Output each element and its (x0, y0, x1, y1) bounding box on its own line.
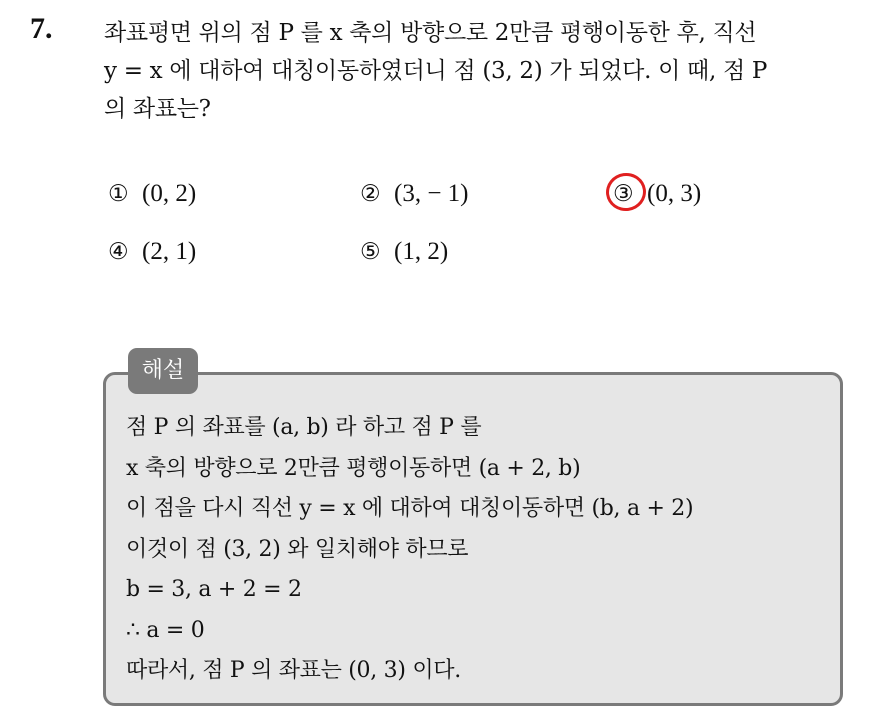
choice-5[interactable] (360, 238, 448, 266)
solution-tag: 해설 (128, 348, 198, 394)
choice-2[interactable] (360, 180, 469, 208)
choice-value: (1, 2) (394, 238, 449, 265)
solution-line: ∴ a = 0 (126, 617, 205, 643)
solution-line: 따라서, 점 P 의 좌표는 (0, 3) 이다. (126, 658, 461, 683)
solution-line: b = 3, a + 2 = 2 (126, 577, 302, 602)
question-line: 좌표평면 위의 점 P 를 x 축의 방향으로 2만큼 평행이동한 후, 직선 (104, 20, 757, 46)
solution-line: 이 점을 다시 직선 y = x 에 대하여 대칭이동하면 (b, a + 2) (126, 496, 694, 521)
solution-line: 이것이 점 (3, 2) 와 일치해야 하므로 (126, 536, 469, 562)
solution-text (126, 408, 826, 692)
choice-4[interactable] (108, 238, 196, 266)
question-line: 의 좌표는? (104, 96, 211, 122)
question-line: y = x 에 대하여 대칭이동하였더니 점 (3, 2) 가 되었다. 이 때, 점 P (104, 58, 768, 84)
choice-marker: ① (108, 181, 129, 207)
choice-marker: ⑤ (360, 239, 381, 265)
solution-line: x 축의 방향으로 2만큼 평행이동하면 (a + 2, b) (126, 455, 581, 481)
choice-value: (2, 1) (142, 238, 197, 265)
choice-marker: ③ (613, 181, 634, 207)
choice-marker: ② (360, 181, 381, 207)
choice-marker: ④ (108, 239, 129, 265)
choice-value: (3, − 1) (394, 180, 469, 207)
choice-value: (0, 2) (142, 180, 197, 207)
choice-value: (0, 3) (647, 180, 702, 207)
question-text (104, 14, 864, 128)
solution-line: 점 P 의 좌표를 (a, b) 라 하고 점 P 를 (126, 415, 482, 440)
question-number: 7. (30, 12, 53, 45)
choice-1[interactable] (108, 180, 196, 208)
